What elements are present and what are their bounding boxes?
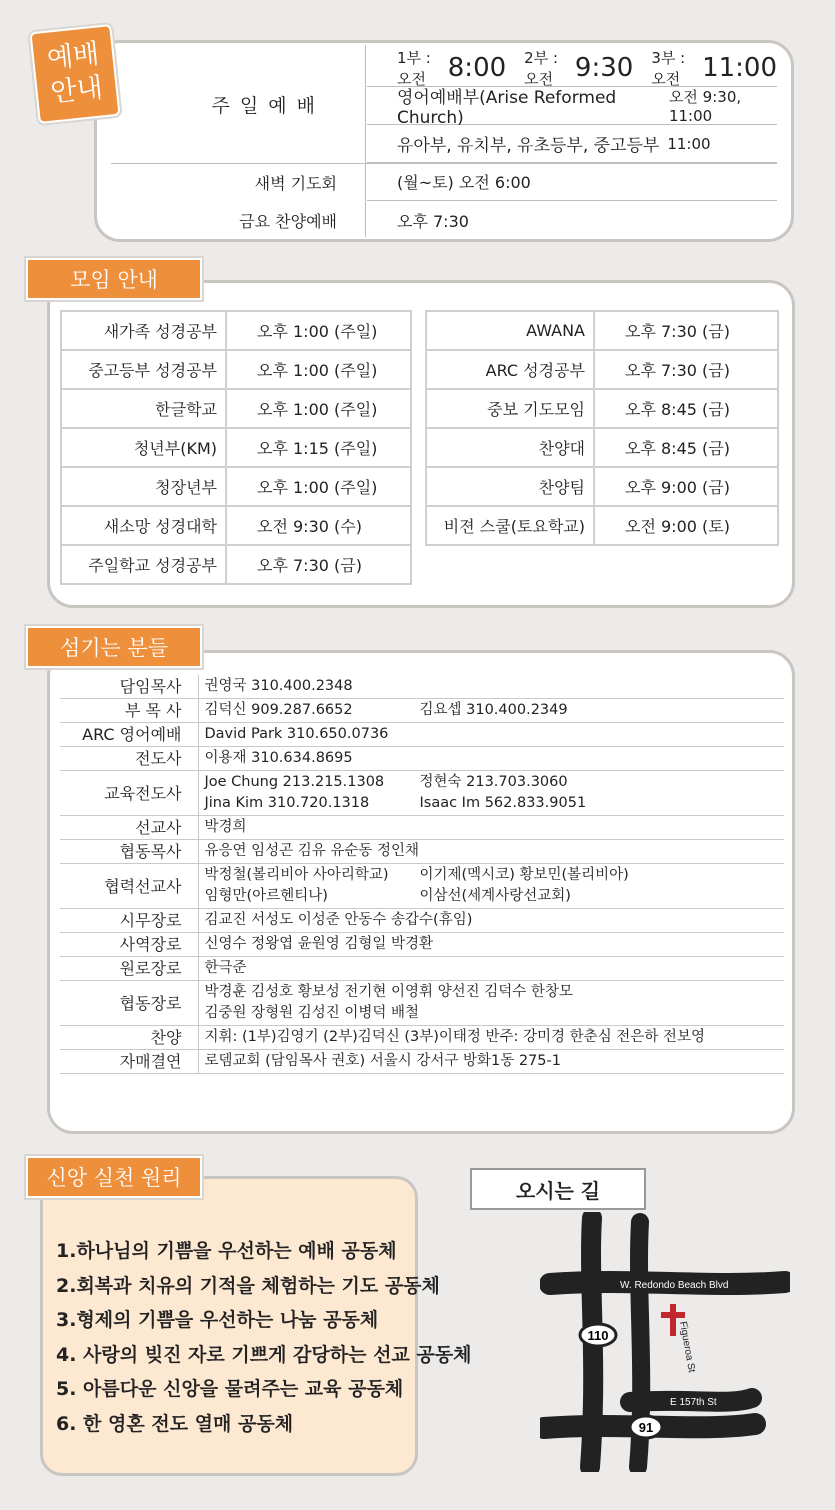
principle-item: 4. 사랑의 빚진 자로 기쁘게 감당하는 선교 공동체 [56,1343,472,1366]
worship-panel [94,40,794,242]
staff-members [198,933,784,957]
principle-item: 2.회복과 치유의 기적을 체험하는 기도 공동체 [56,1274,440,1297]
staff-role: 협력선교사 [60,864,198,909]
worship-tag-line1: 예배 [45,38,101,75]
dawn-prayer-row [367,163,777,201]
staff-entry: 임형만(아르헨티나) [204,888,328,904]
friday-worship-label: 금요 찬양예배 [239,212,337,231]
meeting-time: 오전 9:00 (토) [594,506,778,545]
meeting-row [61,389,411,428]
road-label-157th: E 157th St [670,1397,717,1408]
meeting-row [61,428,411,467]
staff-role: 자매결연 [60,1050,198,1074]
staff-entry: 신영수 정왕엽 윤원영 김형일 박경환 [204,936,434,952]
staff-role: 원로장로 [60,957,198,981]
service2-time: 9:30 [574,52,634,83]
staff-members [198,1026,784,1050]
staff-members [198,957,784,981]
meeting-time: 오후 1:00 (주일) [226,350,411,389]
friday-worship-row [367,201,777,239]
meeting-name: ARC 성경공부 [426,350,594,389]
staff-entry: 김덕신 909.287.6652 [204,702,353,718]
service1-label: 1부 : 오전 [397,48,431,88]
meeting-name: 중고등부 성경공부 [61,350,226,389]
staff-row [60,933,784,957]
staff-role: ARC 영어예배 [60,723,198,747]
staff-entry: 권영국 310.400.2348 [204,678,353,694]
dawn-prayer-label: 새벽 기도회 [254,174,337,193]
staff-entry: 김중원 장형원 김성진 이병덕 배철 [204,1005,420,1021]
staff-entry: 로뎀교회 (담임목사 권호) 서울시 강서구 방화1동 275-1 [204,1053,561,1069]
staff-entry: 유응연 임성곤 김유 유순동 정인채 [204,843,420,859]
staff-role: 교육전도사 [60,771,198,816]
meeting-name: 찬양대 [426,428,594,467]
staff-entry: Isaac Im 562.833.9051 [419,795,587,811]
staff-role: 선교사 [60,816,198,840]
dawn-prayer-value: (월~토) 오전 6:00 [397,173,531,192]
meeting-row [426,428,778,467]
meeting-name: 주일학교 성경공부 [61,545,226,584]
hwy-91-label: 91 [638,1420,654,1435]
english-worship-row [367,87,777,128]
meeting-time: 오후 1:00 (주일) [226,389,411,428]
staff-role: 사역장로 [60,933,198,957]
staff-members [198,1050,784,1074]
staff-entry: 박경희 [204,819,247,835]
staff-entry: 박경훈 김성호 황보성 전기현 이영휘 양선진 김덕수 한창모 [204,984,573,1000]
directions-title: 오시는 길 [470,1168,646,1210]
sunday-services-row [367,49,777,87]
meeting-row [426,467,778,506]
meeting-name: AWANA [426,311,594,350]
english-worship-time: 오전 9:30, 11:00 [668,88,742,125]
meeting-row [61,350,411,389]
meeting-time: 오전 9:30 (수) [226,506,411,545]
staff-members [198,909,784,933]
staff-entry: 정현숙 213.703.3060 [419,774,568,790]
staff-row [60,957,784,981]
meeting-time: 오후 7:30 (금) [594,311,778,350]
road-label-redondo: W. Redondo Beach Blvd [620,1280,729,1291]
kids-worship-time: 11:00 [667,134,711,153]
meeting-time: 오후 9:00 (금) [594,467,778,506]
staff-members [198,816,784,840]
meeting-name: 찬양팀 [426,467,594,506]
road-label-figueroa: Figueroa St [677,1320,697,1374]
staff-entry: 이용재 310.634.8695 [204,750,353,766]
staff-members [198,747,784,771]
meeting-name: 청장년부 [61,467,226,506]
meeting-name: 새가족 성경공부 [61,311,226,350]
meeting-name: 청년부(KM) [61,428,226,467]
staff-entry: Joe Chung 213.215.1308 [204,774,385,790]
staff-row [60,1050,784,1074]
staff-role: 부 목 사 [60,699,198,723]
meeting-name: 한글학교 [61,389,226,428]
meeting-time: 오후 7:30 (금) [594,350,778,389]
meeting-row [426,506,778,545]
friday-worship-value: 오후 7:30 [397,211,469,231]
staff-role: 협동목사 [60,840,198,864]
meeting-row [61,506,411,545]
staff-members [198,771,784,816]
worship-tag [29,24,120,124]
service1-time: 8:00 [447,52,507,83]
staff-row [60,981,784,1026]
meeting-time: 오후 8:45 (금) [594,428,778,467]
service2-label: 2부 : 오전 [524,48,559,88]
meeting-name: 새소망 성경대학 [61,506,226,545]
worship-divider [365,45,366,237]
staff-members [198,675,784,699]
staff-entry: 박정철(볼리비아 사아리학교) [204,867,389,883]
meetings-tag: 모임 안내 [26,258,202,300]
staff-role: 시무장로 [60,909,198,933]
staff-row [60,771,784,816]
meeting-row [426,389,778,428]
staff-entry: David Park 310.650.0736 [204,726,389,742]
staff-entry: Jina Kim 310.720.1318 [204,795,370,811]
meeting-row [61,467,411,506]
staff-row [60,909,784,933]
principle-item: 5. 아름다운 신앙을 물려주는 교육 공동체 [56,1378,404,1400]
meeting-time: 오후 1:00 (주일) [226,311,411,350]
staff-role: 전도사 [60,747,198,771]
principle-item: 6. 한 영혼 전도 열매 공동체 [56,1412,294,1435]
meeting-time: 오후 8:45 (금) [594,389,778,428]
worship-tag-line2: 안내 [49,72,105,109]
principle-item: 1.하나님의 기쁨을 우선하는 예배 공동체 [56,1240,397,1262]
staff-tag: 섬기는 분들 [26,626,202,668]
staff-row [60,747,784,771]
kids-worship-row [367,125,777,163]
staff-members [198,864,784,909]
meetings-left-table [60,310,412,585]
staff-members [198,723,784,747]
meetings-right-table [425,310,779,546]
principles-tag: 신앙 실천 원리 [26,1156,202,1198]
staff-row [60,816,784,840]
staff-role: 찬양 [60,1026,198,1050]
meeting-row [61,545,411,584]
sunday-worship-label: 주 일 예 배 [211,95,317,117]
staff-row [60,1026,784,1050]
service3-label: 3부 : 오전 [651,48,686,88]
staff-row [60,840,784,864]
principle-item: 3.형제의 기쁨을 우선하는 나눔 공동체 [56,1309,379,1331]
directions-map [540,1212,790,1472]
staff-role: 담임목사 [60,675,198,699]
meeting-row [426,350,778,389]
staff-entry: 김교진 서성도 이성준 안동수 송갑수(휴임) [204,912,473,928]
kids-worship-name: 유아부, 유치부, 유초등부, 중고등부 [397,136,660,156]
staff-table [60,675,784,1074]
staff-entry: 김요셉 310.400.2349 [419,702,568,718]
meeting-name: 중보 기도모임 [426,389,594,428]
hwy-110-label: 110 [587,1328,609,1343]
staff-entry: 이삼선(세계사랑선교회) [419,888,571,904]
staff-row [60,675,784,699]
meeting-time: 오후 7:30 (금) [226,545,411,584]
staff-row [60,699,784,723]
staff-members [198,699,784,723]
staff-members [198,981,784,1026]
service3-time: 11:00 [702,52,778,83]
english-worship-name: 영어예배부(Arise Reformed Church) [397,88,617,128]
meeting-name: 비젼 스쿨(토요학교) [426,506,594,545]
staff-members [198,840,784,864]
staff-row [60,723,784,747]
staff-row [60,864,784,909]
staff-entry: 이기제(멕시코) 황보민(볼리비아) [419,867,629,883]
meeting-row [61,311,411,350]
meeting-time: 오후 1:15 (주일) [226,428,411,467]
principles-list [56,1236,471,1443]
meeting-row [426,311,778,350]
staff-role: 협동장로 [60,981,198,1026]
staff-entry: 한극준 [204,960,247,976]
meeting-time: 오후 1:00 (주일) [226,467,411,506]
staff-entry: 지휘: (1부)김영기 (2부)김덕신 (3부)이태정 반주: 강미경 한춘심 전은하 전보영 [204,1029,705,1045]
